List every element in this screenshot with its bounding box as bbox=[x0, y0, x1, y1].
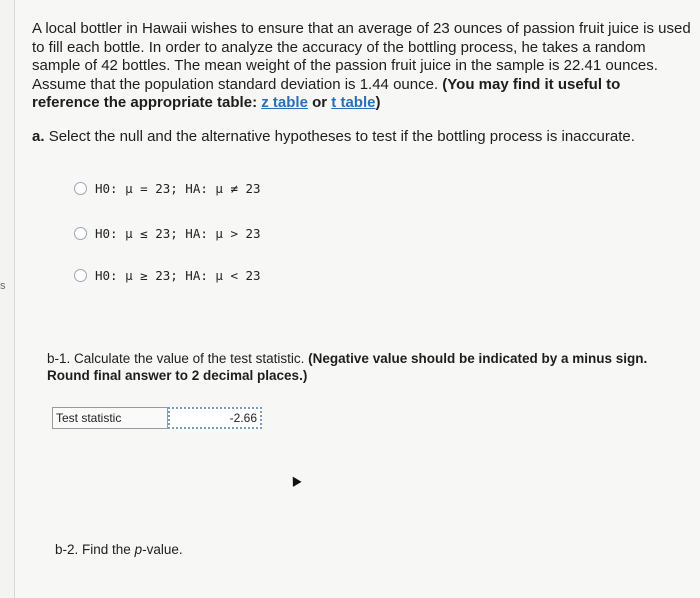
part-b2-text-suffix: -value. bbox=[142, 542, 183, 557]
question-intro bbox=[32, 20, 692, 113]
intro-text: A local bottler in Hawaii wishes to ensure that an average of 23 ounces of passion fruit juice is used to fill each bottle. In order to analyze the accuracy of the bottling process, he takes a random sample of 42 bottles. The mean weight of the passion fruit juice in the sample is 22.41 ounces. Assume that the population standard deviation is 1.44 ounce. bbox=[32, 20, 691, 93]
part-b1-instruction: (Negative value should be indicated by a minus sign. Round final answer to 2 decimal places.) bbox=[47, 351, 648, 383]
part-b2-label: b-2. bbox=[55, 542, 79, 557]
hypothesis-option-2[interactable] bbox=[74, 226, 261, 241]
t-table-link[interactable]: t table bbox=[331, 94, 376, 111]
test-statistic-row bbox=[52, 407, 262, 429]
radio-button[interactable] bbox=[74, 227, 87, 240]
p-variable: p bbox=[134, 542, 143, 557]
test-statistic-label: Test statistic bbox=[52, 407, 168, 429]
hypothesis-option-1[interactable] bbox=[74, 181, 261, 196]
z-table-link[interactable]: z table bbox=[261, 94, 308, 111]
hypothesis-option-3[interactable] bbox=[74, 268, 261, 283]
option-label: H0: μ ≤ 23; HA: μ > 23 bbox=[95, 226, 261, 241]
left-margin-char: s bbox=[0, 280, 6, 292]
option-label: H0: μ ≥ 23; HA: μ < 23 bbox=[95, 268, 261, 283]
part-a-prompt bbox=[32, 128, 635, 145]
part-b1-label: b-1. bbox=[47, 351, 71, 366]
part-a-text: Select the null and the alternative hypotheses to test if the bottling process is inaccurate. bbox=[48, 128, 635, 145]
radio-button[interactable] bbox=[74, 182, 87, 195]
test-statistic-input[interactable] bbox=[168, 407, 262, 429]
reference-suffix: ) bbox=[375, 94, 381, 111]
reference-prefix: (You may find it useful to reference the appropriate table: bbox=[32, 75, 621, 111]
part-b2-prompt bbox=[55, 542, 183, 557]
or-text: or bbox=[312, 94, 328, 111]
part-b1-text: Calculate the value of the test statistic. bbox=[74, 351, 305, 366]
part-b2-text-prefix: Find the bbox=[82, 542, 131, 557]
part-a-label: a. bbox=[32, 128, 45, 145]
option-label: H0: μ = 23; HA: μ ≠ 23 bbox=[95, 181, 261, 196]
part-b1-prompt bbox=[47, 350, 687, 384]
radio-button[interactable] bbox=[74, 269, 87, 282]
